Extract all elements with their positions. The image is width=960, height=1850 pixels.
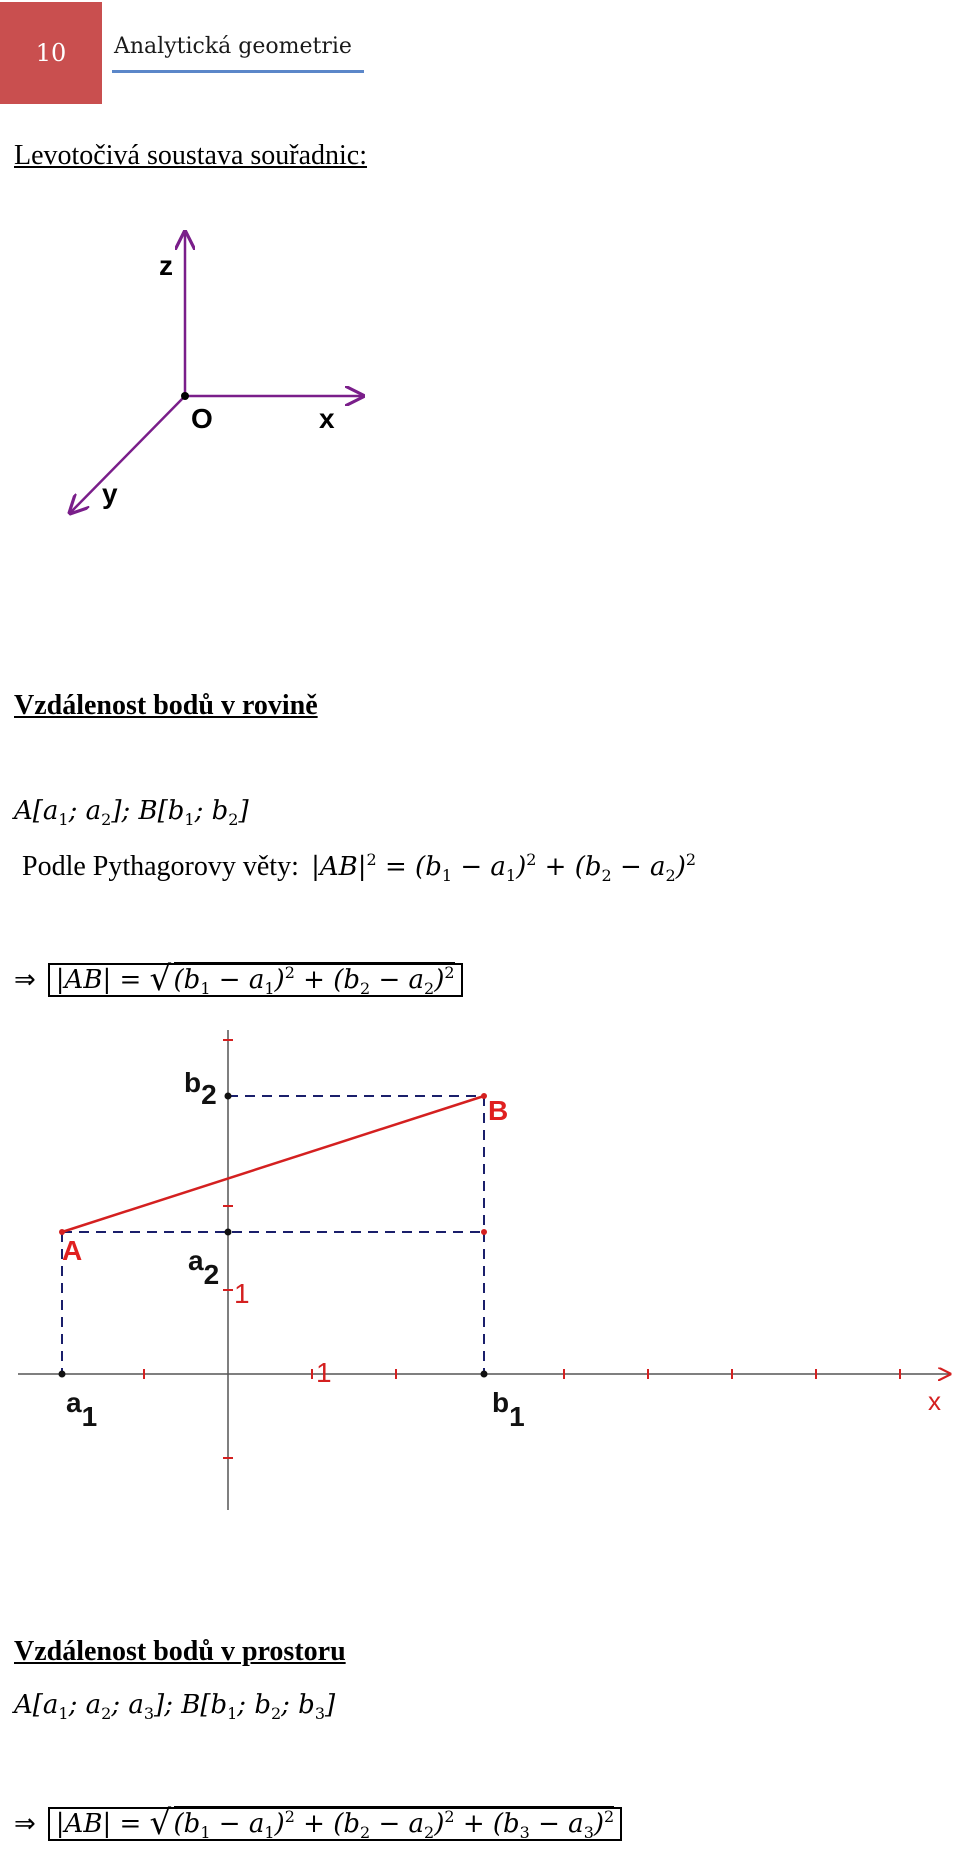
label-a: A <box>62 1235 83 1266</box>
pythagoras-prefix: Podle Pythagorovy věty: <box>22 851 299 882</box>
origin-point <box>181 392 189 400</box>
distance-formula-plane: |AB| = √ $(b_1 - a_1)^2 + (b_2 - a_2)^2$ <box>48 963 463 997</box>
distance-formula-space: |AB| = √ $(b_1 - a_1)^2 + (b_2 - a_2)^2 + (b_3 - a_3)^2$ <box>48 1807 622 1841</box>
dashed-guides <box>62 1096 484 1374</box>
section-title-left-handed-system: Levotočivá soustava souřadnic: <box>14 140 368 171</box>
points-definition-plane: $A[a_1$; $a_2$]; $B[b_1$; $b_2$] <box>14 796 249 829</box>
pythagoras-formula: $|AB|^2 = (b_1 - a_1)^2 + (b_2 - a_2)^2$ <box>302 850 697 885</box>
point-b1 <box>481 1371 488 1378</box>
label-b: B <box>488 1095 509 1126</box>
point-a1 <box>59 1371 66 1378</box>
point-b2 <box>225 1093 232 1100</box>
heading-distance-space: Vzdálenost bodů v prostoru <box>14 1636 346 1667</box>
label-unit-y: 1 <box>234 1278 250 1309</box>
origin-label: O <box>191 403 213 434</box>
pythagoras-line <box>22 850 696 885</box>
points-definition-space: $A[a_1$; $a_2$; $a_3$]; $B[b_1$; $b_2$; $b_3$] <box>14 1690 336 1723</box>
x-label: x <box>319 403 335 434</box>
distance-plot <box>0 1020 960 1520</box>
distance-formula-space-row <box>14 1803 622 1843</box>
page-number-box <box>0 2 102 104</box>
label-x-axis: x <box>928 1386 941 1416</box>
page-number: 10 <box>35 39 67 67</box>
axes-figure <box>55 225 385 525</box>
z-label: z <box>159 250 173 281</box>
point-a2 <box>225 1229 232 1236</box>
point-proj <box>481 1229 487 1235</box>
label-unit-x: 1 <box>316 1357 332 1388</box>
distance-formula-plane-row <box>14 959 463 999</box>
label-b2: b2 <box>184 1067 217 1110</box>
point-b <box>481 1093 487 1099</box>
y-label: y <box>102 478 118 509</box>
implies-symbol-space: ⇒ <box>14 1809 36 1838</box>
label-b1: b1 <box>492 1387 525 1432</box>
running-title-underline <box>112 70 364 73</box>
implies-symbol: ⇒ <box>14 965 36 994</box>
running-title: Analytická geometrie <box>114 34 352 59</box>
label-a1: a1 <box>66 1387 98 1432</box>
y-axis <box>70 396 185 513</box>
label-a2: a2 <box>188 1245 220 1290</box>
heading-distance-plane: Vzdálenost bodů v rovině <box>14 690 318 721</box>
segment-ab <box>62 1096 484 1232</box>
